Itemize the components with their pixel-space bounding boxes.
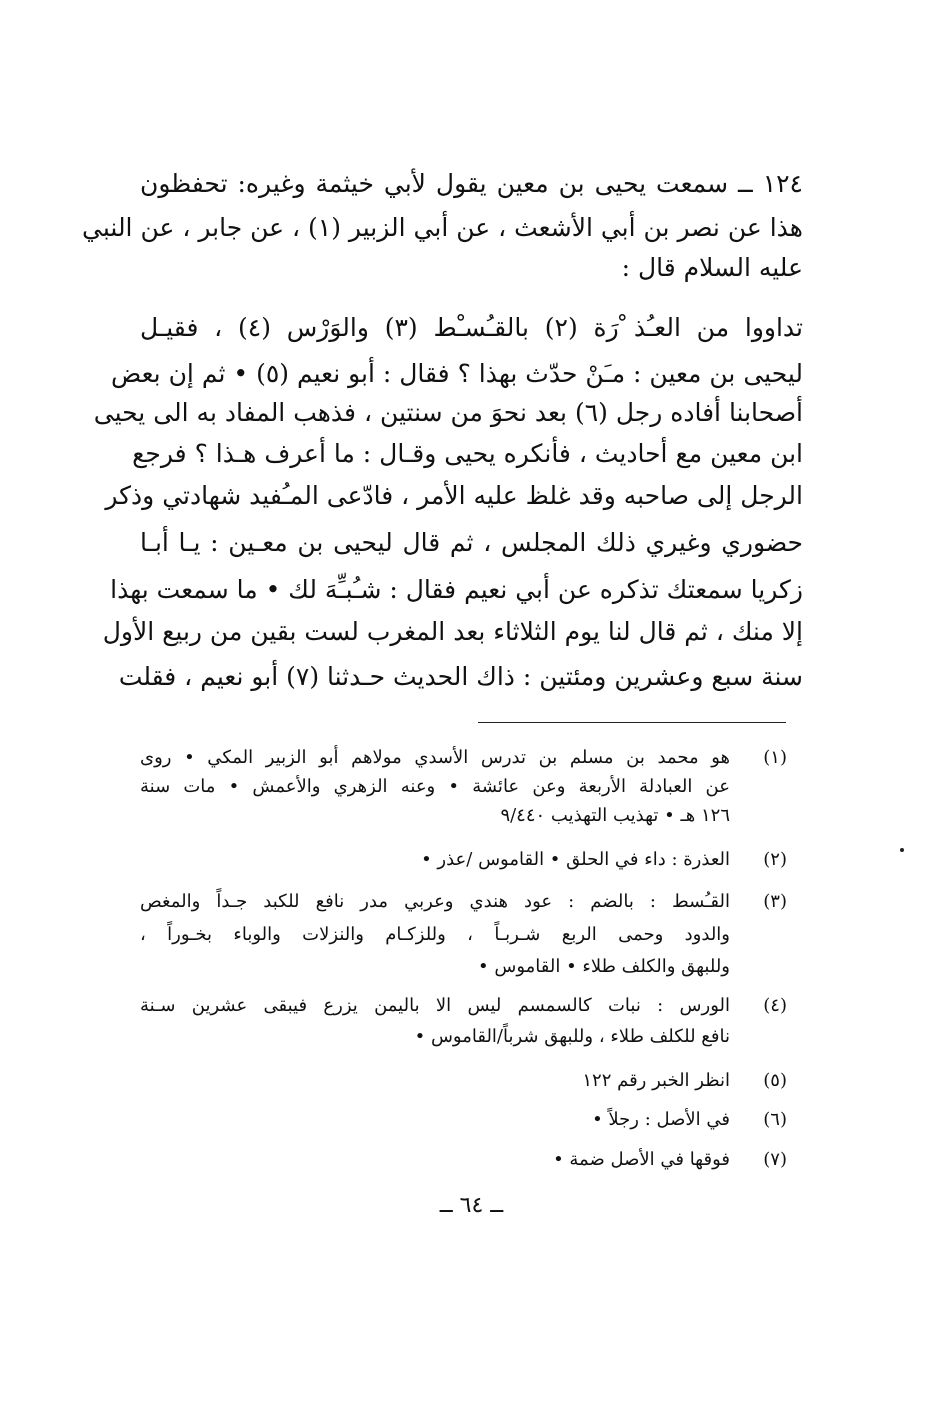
- body-line-4: ابن معين مع أحاديث ، فأنكره يحيى وقـال : ما أعرف هـذا ؟ فرجع: [132, 439, 803, 468]
- footnote-5-line-1: انظر الخبر رقم ١٢٢: [582, 1070, 730, 1091]
- footnote-number-3: (٣): [763, 891, 787, 912]
- body-line-3: أصحابنا أفاده رجل (٦) بعد نحوَ من سنتين ، فذهب المفاد به الى يحيى: [93, 398, 803, 427]
- footnote-6-line-1: في الأصل : رجلاً •: [592, 1109, 730, 1130]
- body-line-8: إلا منك ، ثم قال لنا يوم الثلاثاء بعد المغرب لست بقين من ربيع الأول: [102, 617, 803, 646]
- footnote-separator: [478, 722, 786, 723]
- body-line-5: الرجل إلى صاحبه وقد غلظ عليه الأمر ، فادّعى المـُفيد شهادتي وذكر: [105, 481, 803, 510]
- footnote-number-4: (٤): [763, 995, 787, 1016]
- footnote-4-line-1: الورس : نبات كالسمسم ليس الا باليمن يزرع فيبقى عشرين سـنة: [140, 995, 730, 1016]
- footnote-number-6: (٦): [763, 1109, 787, 1130]
- body-line-7: زكريا سمعتك تذكره عن أبي نعيم فقال : شـُبـِّهَ لك • ما سمعت بهذا: [110, 575, 803, 604]
- body-line-1: تداووا من العـُذ ْرَة (٢) بالقـُسـْط (٣) والوَرْس (٤) ، فقيـل: [140, 313, 804, 342]
- intro-line-2: هذا عن نصر بن أبي الأشعث ، عن أبي الزبير (١) ، عن جابر ، عن النبي: [82, 213, 803, 242]
- footnote-1-line-3: ١٢٦ هـ • تهذيب التهذيب ٩/٤٤٠: [500, 805, 730, 826]
- intro-line-3: عليه السلام قال :: [621, 253, 803, 282]
- footnote-number-5: (٥): [763, 1070, 787, 1091]
- body-line-6: حضوري وغيري ذلك المجلس ، ثم قال ليحيى بن معـين : يـا أبـا: [140, 528, 803, 557]
- footnote-2-line-1: العذرة : داء في الحلق • القاموس /عذر •: [421, 849, 730, 870]
- footnote-1-line-1: هو محمد بن مسلم بن تدرس الأسدي مولاهم أبو الزبير المكي • روى: [140, 747, 730, 768]
- footnote-3-line-3: وللبهق والكلف طلاء • القاموس •: [478, 956, 730, 977]
- intro-line-1: ١٢٤ ــ سمعت يحيى بن معين يقول لأبي خيثمة وغيره: تحفظون: [140, 169, 803, 198]
- body-line-2: ليحيى بن معين : مـَنْ حدّث بهذا ؟ فقال : أبو نعيم (٥) • ثم إن بعض: [110, 359, 803, 388]
- footnote-3-line-1: القـُسط : بالضم : عود هندي وعربي مدر نافع للكبد جـداً والمغص: [140, 891, 730, 912]
- footnote-3-line-2: والدود وحمى الربع شـربـاً ، وللزكـام والنزلات والوباء بخـوراً ،: [140, 924, 730, 945]
- page-number: ــ ٦٤ ــ: [439, 1193, 504, 1218]
- scan-speck: [900, 848, 904, 852]
- footnote-number-2: (٢): [763, 849, 787, 870]
- footnote-1-line-2: عن العبادلة الأربعة وعن عائشة • وعنه الزهري والأعمش • مات سنة: [140, 776, 730, 797]
- footnote-number-7: (٧): [763, 1149, 787, 1170]
- body-line-9: سنة سبع وعشرين ومئتين : ذاك الحديث حـدثنا (٧) أبو نعيم ، فقلت: [118, 662, 803, 691]
- footnote-number-1: (١): [763, 747, 787, 768]
- footnote-4-line-2: نافع للكلف طلاء ، وللبهق شرباً/القاموس •: [414, 1026, 730, 1047]
- footnote-7-line-1: فوقها في الأصل ضمة •: [553, 1149, 730, 1170]
